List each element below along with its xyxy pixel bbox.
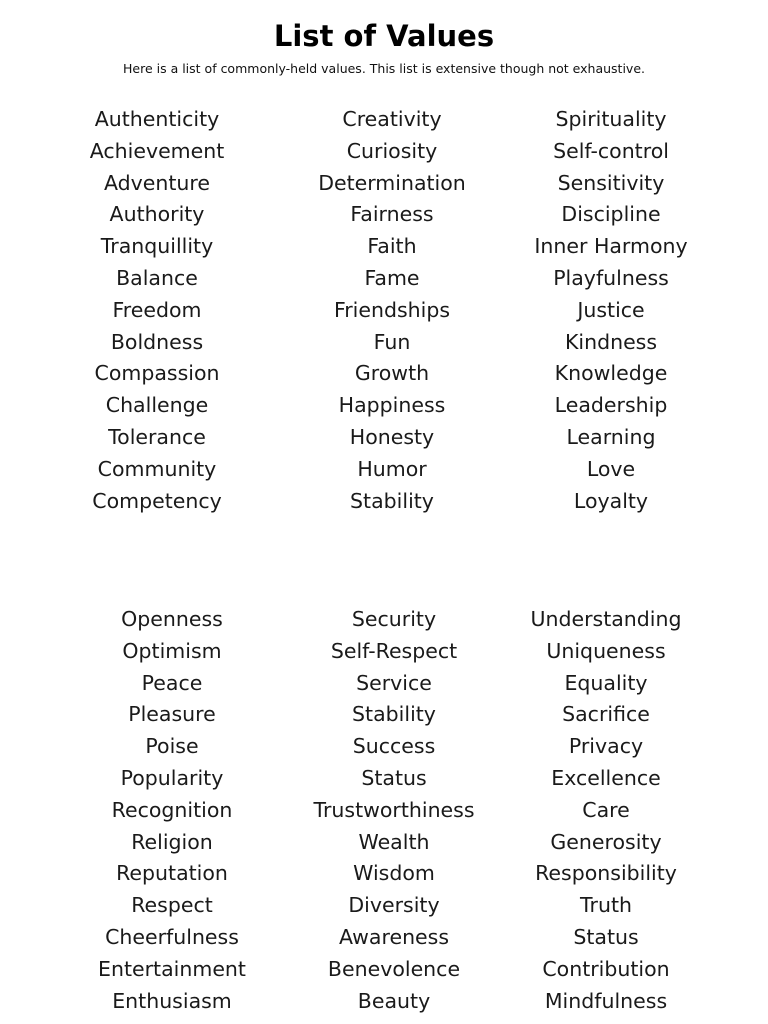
- value-item: Enthusiasm: [112, 988, 232, 1013]
- values-column-bottom-1: [77, 604, 267, 1017]
- value-item: Stability: [352, 702, 436, 727]
- value-item: Honesty: [349, 424, 435, 449]
- value-item: Contribution: [542, 956, 670, 981]
- value-item: Learning: [566, 424, 656, 449]
- value-item: Self-Respect: [330, 638, 458, 663]
- value-item: Community: [97, 456, 217, 481]
- value-item: Awareness: [338, 924, 450, 949]
- value-item: Friendships: [333, 297, 451, 322]
- values-column-bottom-2: [294, 604, 494, 1017]
- value-item: Inner Harmony: [534, 234, 688, 259]
- value-item: Wealth: [358, 829, 430, 854]
- value-item: Self-control: [553, 138, 669, 163]
- value-item: Truth: [580, 893, 632, 918]
- values-column-top-2: [292, 104, 492, 517]
- value-item: Tranquillity: [100, 234, 214, 259]
- value-item: Determination: [318, 170, 466, 195]
- value-item: Excellence: [551, 765, 661, 790]
- value-item: Uniqueness: [546, 638, 666, 663]
- value-item: Faith: [367, 234, 417, 259]
- value-item: Growth: [354, 361, 430, 386]
- value-item: Status: [573, 924, 639, 949]
- value-item: Security: [351, 607, 437, 631]
- value-item: Achievement: [89, 138, 225, 163]
- page-subtitle: Here is a list of commonly-held values. This list is extensive though not exhaustive.: [123, 61, 645, 76]
- value-item: Trustworthiness: [313, 797, 475, 822]
- value-item: Competency: [92, 488, 222, 513]
- value-item: Stability: [350, 488, 434, 513]
- value-item: Wisdom: [353, 861, 435, 886]
- value-item: Responsibility: [535, 861, 677, 886]
- page-title: List of Values: [273, 19, 495, 53]
- value-item: Knowledge: [554, 361, 668, 386]
- value-item: Leadership: [554, 393, 668, 418]
- value-item: Sensitivity: [557, 170, 665, 195]
- value-item: Authority: [109, 202, 205, 227]
- value-item: Diversity: [348, 893, 440, 918]
- value-item: Mindfulness: [544, 988, 668, 1013]
- value-item: Recognition: [111, 797, 233, 822]
- value-item: Challenge: [105, 393, 209, 418]
- value-item: Authenticity: [94, 107, 220, 131]
- value-item: Happiness: [338, 393, 446, 418]
- value-item: Benevolence: [327, 956, 461, 981]
- value-item: Religion: [131, 829, 213, 854]
- value-item: Playfulness: [553, 265, 669, 290]
- value-item: Poise: [145, 734, 199, 759]
- value-item: Understanding: [530, 607, 682, 631]
- value-item: Fairness: [350, 202, 434, 227]
- value-item: Balance: [116, 265, 198, 290]
- value-item: Fame: [364, 265, 420, 290]
- value-item: Popularity: [120, 765, 224, 790]
- value-item: Love: [586, 456, 636, 481]
- value-item: Sacrifice: [562, 702, 650, 727]
- value-item: Boldness: [110, 329, 204, 354]
- value-item: Loyalty: [573, 488, 649, 513]
- value-item: Peace: [141, 670, 203, 695]
- value-item: Humor: [357, 456, 427, 481]
- value-item: Generosity: [550, 829, 662, 854]
- value-item: Justice: [577, 297, 645, 322]
- value-item: Spirituality: [555, 107, 667, 131]
- value-item: Compassion: [94, 361, 220, 386]
- value-item: Tolerance: [108, 424, 206, 449]
- value-item: Curiosity: [346, 138, 438, 163]
- value-item: Pleasure: [128, 702, 216, 727]
- value-item: Freedom: [112, 297, 202, 322]
- value-item: Respect: [131, 893, 213, 918]
- values-column-top-1: [62, 104, 252, 517]
- value-item: Kindness: [564, 329, 658, 354]
- value-item: Beauty: [357, 988, 431, 1013]
- value-item: Fun: [373, 329, 411, 354]
- value-item: Creativity: [342, 107, 442, 131]
- value-item: Equality: [564, 670, 648, 695]
- value-item: Service: [356, 670, 432, 695]
- value-item: Reputation: [116, 861, 228, 886]
- value-item: Cheerfulness: [105, 924, 239, 949]
- values-column-bottom-3: [506, 604, 706, 1017]
- value-item: Discipline: [561, 202, 661, 227]
- value-item: Status: [361, 765, 427, 790]
- value-item: Optimism: [122, 638, 222, 663]
- values-column-top-3: [516, 104, 706, 517]
- value-item: Success: [352, 734, 436, 759]
- value-item: Entertainment: [98, 956, 246, 981]
- value-item: Care: [582, 797, 630, 822]
- value-item: Openness: [121, 607, 223, 631]
- value-item: Adventure: [103, 170, 211, 195]
- value-item: Privacy: [568, 734, 644, 759]
